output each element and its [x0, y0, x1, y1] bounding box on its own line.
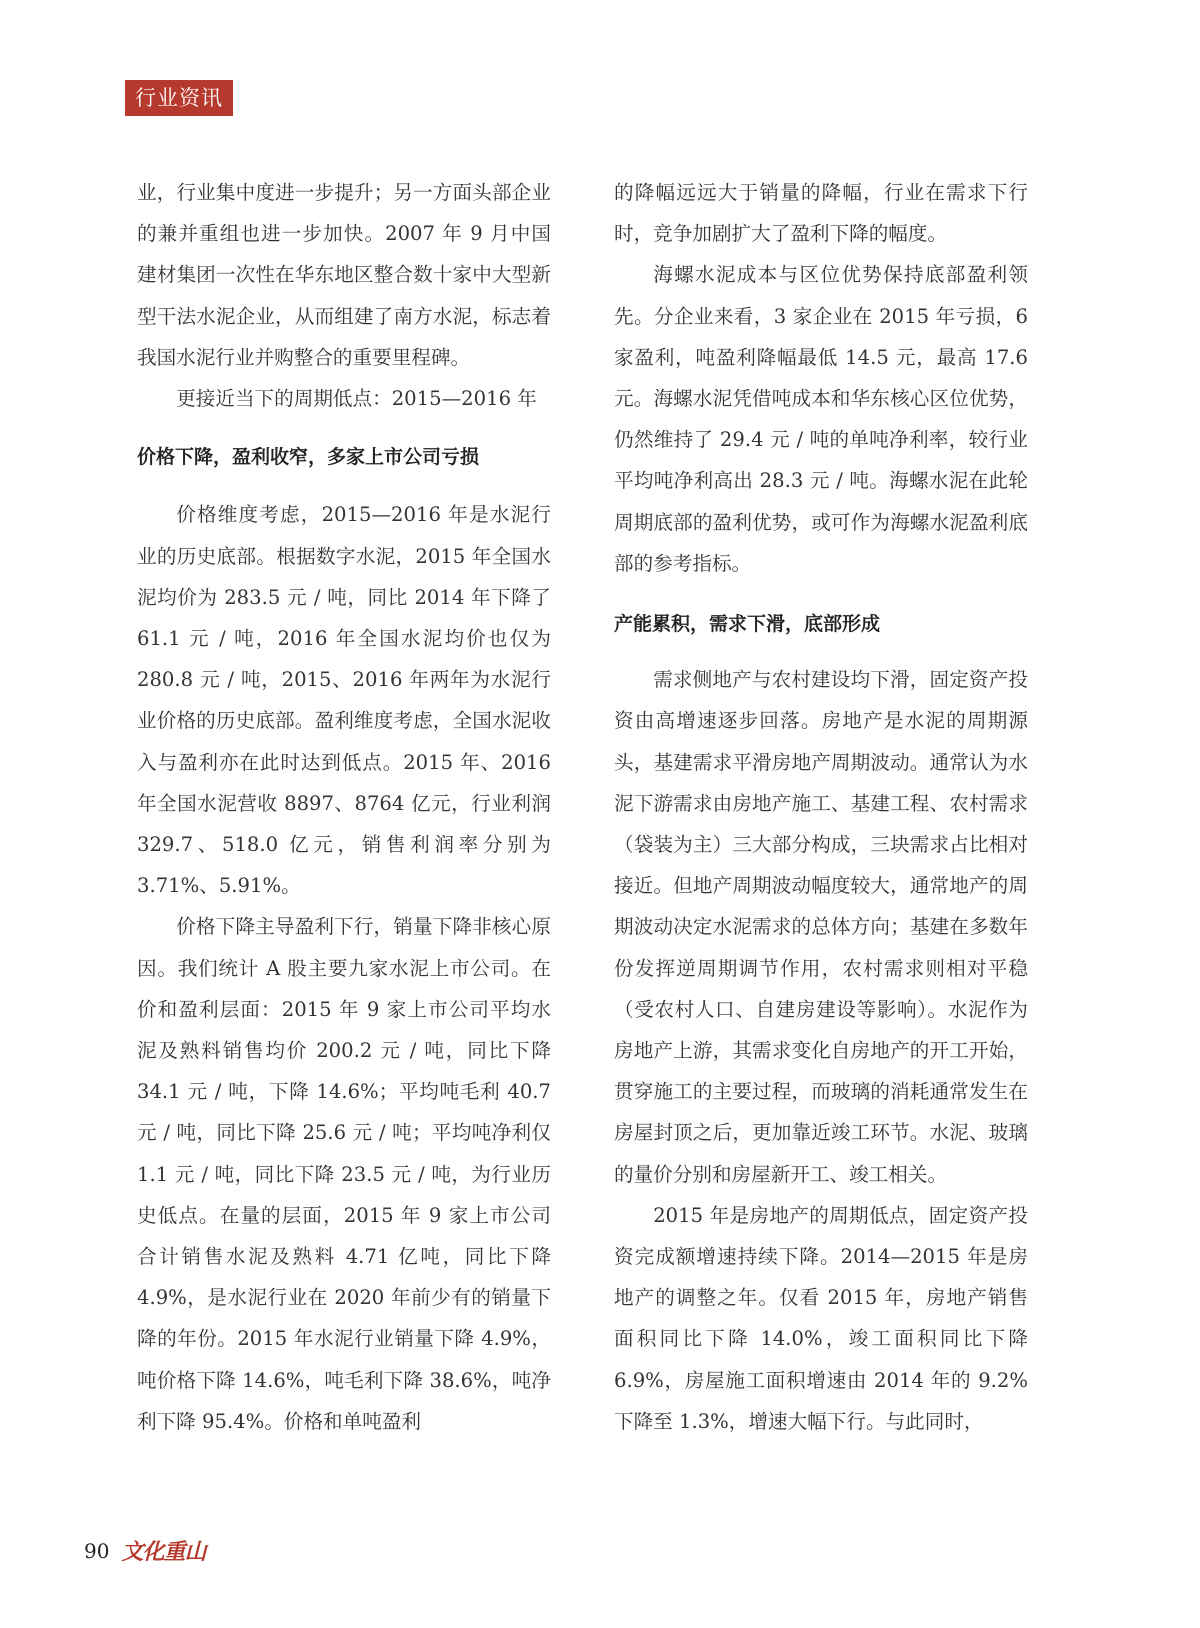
page-footer — [84, 1535, 205, 1566]
paragraph: 的降幅远远大于销量的降幅，行业在需求下行时，竞争加剧扩大了盈利下降的幅度。 — [614, 181, 1028, 246]
paragraph: 2015 年是房地产的周期低点，固定资产投资完成额增速持续下降。2014—2015 年是房地产的调整之年。仅看 2015 年，房地产销售面积同比下降 14.0%，竣工面积同比下降 6.9%，房屋施工面积增速由 2014 年的 9.2% 下降至 1.3%，增速大幅下行。与此同时， — [614, 1203, 1028, 1433]
paragraph: 需求侧地产与农村建设均下滑，固定资产投资由高增速逐步回落。房地产是水泥的周期源头，基建需求平滑房地产周期波动。通常认为水泥下游需求由房地产施工、基建工程、农村需求（袋装为主）三大部分构成，三块需求占比相对接近。但地产周期波动幅度较大，通常地产的周期波动决定水泥需求的总体方向；基建在多数年份发挥逆周期调节作用，农村需求则相对平稳（受农村人口、自建房建设等影响）。水泥作为房地产上游，其需求变化自房地产的开工开始，贯穿施工的主要过程，而玻璃的消耗通常发生在房屋封顶之后，更加靠近竣工环节。水泥、玻璃的量价分别和房屋新开工、竣工相关。 — [614, 668, 1028, 1186]
paragraph: 业，行业集中度进一步提升；另一方面头部企业的兼并重组也进一步加快。2007 年 9 月中国建材集团一次性在华东地区整合数十家中大型新型干法水泥企业，从而组建了南方水泥，标志着我国水泥行业并购整合的重要里程碑。 — [137, 181, 551, 369]
magazine-logo: 文化重山 — [121, 1539, 206, 1565]
paragraph: 更接近当下的周期低点：2015—2016 年 — [176, 387, 537, 411]
section-heading: 价格下降，盈利收窄，多家上市公司亏损 — [137, 446, 480, 469]
right-column — [614, 172, 1028, 1442]
left-column — [137, 172, 551, 1442]
paragraph: 价格下降主导盈利下行，销量下降非核心原因。我们统计 A 股主要九家水泥上市公司。在价和盈利层面：2015 年 9 家上市公司平均水泥及熟料销售均价 200.2 元 / 吨，同比下降 34.1 元 / 吨，下降 14.6%；平均吨毛利 40.7 元 / 吨，同比下降 25.6 元 / 吨；平均吨净利仅 1.1 元 / 吨，同比下降 23.5 元 / 吨，为行业历史低点。在量的层面，2015 年 9 家上市公司合计销售水泥及熟料 4.71 亿吨，同比下降 4.9%，是水泥行业在 2020 年前少有的销量下降的年份。2015 年水泥行业销量下降 4.9%，吨价格下降 14.6%，吨毛利下降 38.6%，吨净利下降 95.4%。价格和单吨盈利 — [137, 915, 551, 1433]
section-heading: 产能累积，需求下滑，底部形成 — [614, 613, 881, 636]
page-number: 90 — [84, 1538, 110, 1563]
paragraph: 价格维度考虑，2015—2016 年是水泥行业的历史底部。根据数字水泥，2015 年全国水泥均价为 283.5 元 / 吨，同比 2014 年下降了 61.1 元 / 吨，2016 年全国水泥均价也仅为 280.8 元 / 吨，2015、2016 年两年为水泥行业价格的历史底部。盈利维度考虑，全国水泥收入与盈利亦在此时达到低点。2015 年、2016 年全国水泥营收 8897、8764 亿元，行业利润 329.7、518.0 亿元，销售利润率分别为 3.71%、5.91%。 — [137, 503, 551, 898]
paragraph: 海螺水泥成本与区位优势保持底部盈利领先。分企业来看，3 家企业在 2015 年亏损，6 家盈利，吨盈利降幅最低 14.5 元，最高 17.6 元。海螺水泥凭借吨成本和华东核心区位优势，仍然维持了 29.4 元 / 吨的单吨净利率，较行业平均吨净利高出 28.3 元 / 吨。海螺水泥在此轮周期底部的盈利优势，或可作为海螺水泥盈利底部的参考指标。 — [614, 263, 1028, 575]
section-tag: 行业资讯 — [125, 80, 233, 116]
